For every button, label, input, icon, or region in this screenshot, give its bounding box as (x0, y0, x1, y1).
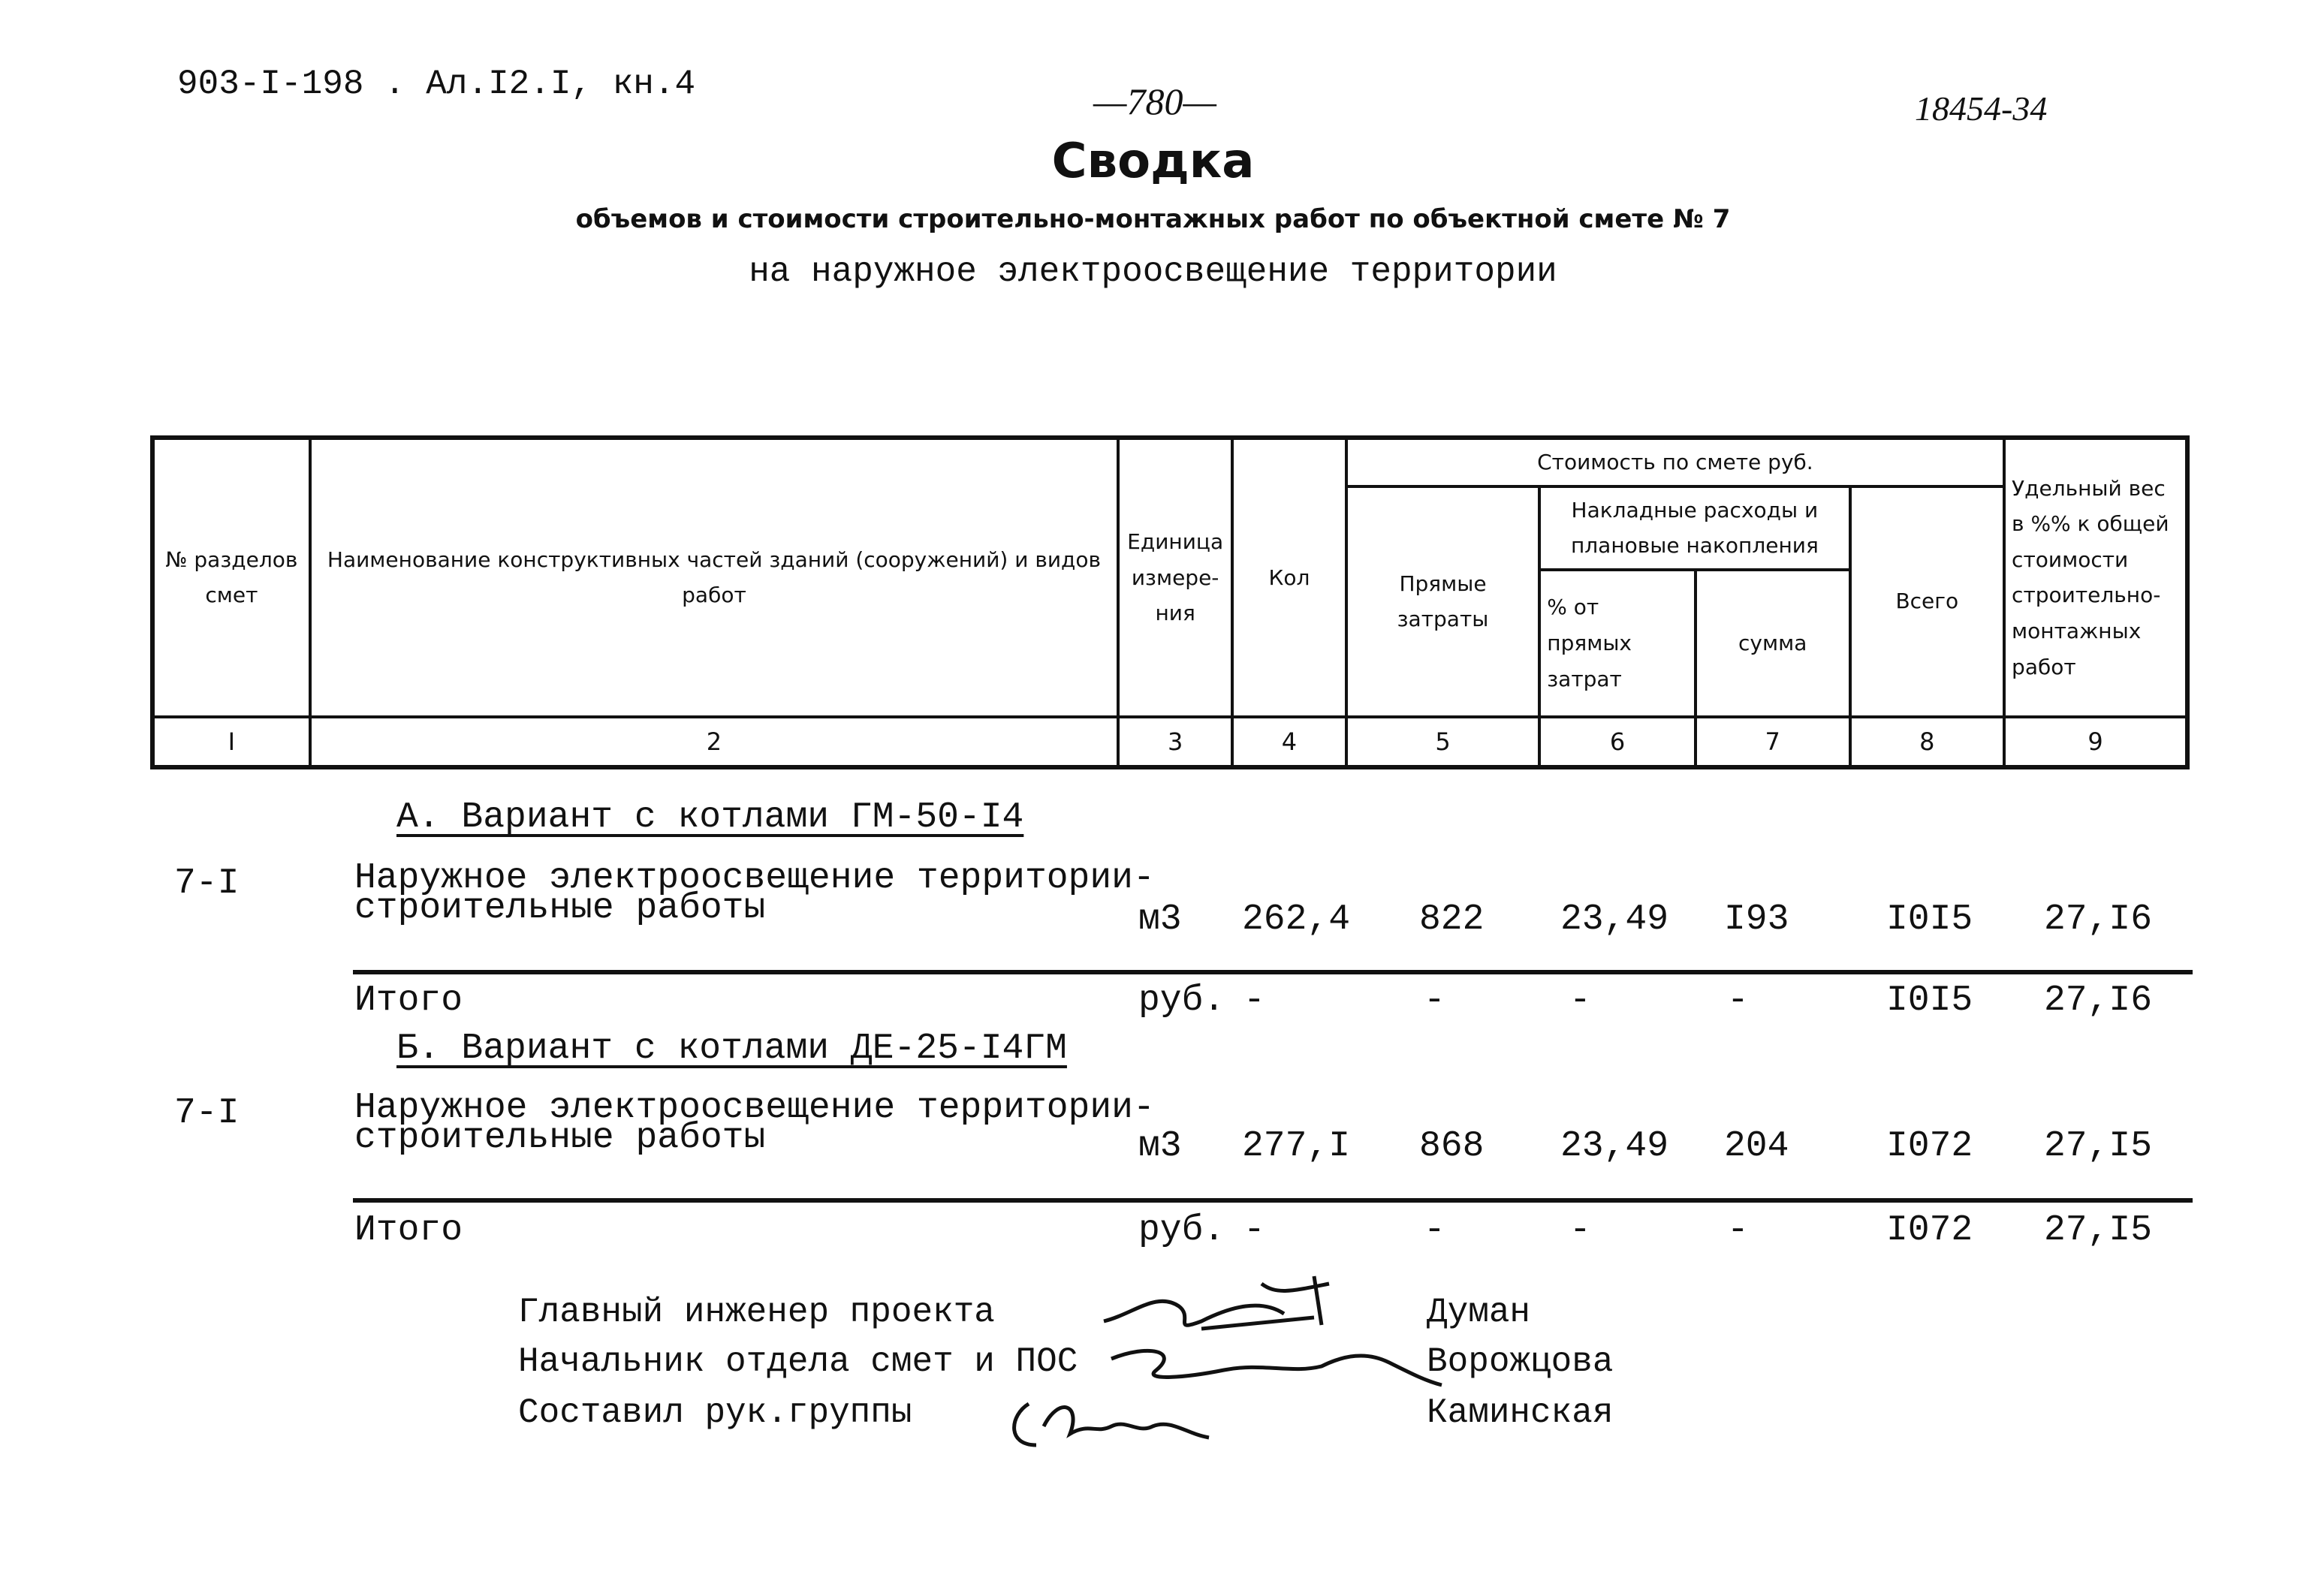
row-direct-costs: 868 (1419, 1126, 1485, 1167)
column-number: 4 (1232, 717, 1346, 767)
signature-role: Начальник отдела смет и ПОС (518, 1342, 1078, 1381)
itogo-sum: - (1727, 980, 1749, 1021)
row-code: 7-I (174, 1093, 240, 1134)
row-share: 27,I6 (2044, 899, 2153, 940)
itogo-quantity: - (1243, 980, 1265, 1021)
row-quantity: 277,I (1242, 1126, 1351, 1167)
section-a-title: А. Вариант с котлами ГМ-50-I4 (396, 797, 1024, 838)
column-number: 9 (2004, 717, 2187, 767)
signature-role: Главный инженер проекта (518, 1293, 995, 1332)
row-name-line: строительные работы (354, 1118, 766, 1158)
document-title: Сводка (1051, 134, 1255, 189)
header-overhead-sum: сумма (1696, 570, 1850, 717)
column-number: 6 (1539, 717, 1696, 767)
row-direct-costs: 822 (1419, 899, 1485, 940)
itogo-unit: руб. (1138, 1210, 1225, 1251)
header-cost-group: Стоимость по смете руб. (1346, 438, 2004, 486)
itogo-percent: - (1569, 1210, 1591, 1251)
column-number: 3 (1118, 717, 1232, 767)
row-overhead-percent: 23,49 (1560, 899, 1669, 940)
estimate-table-header (150, 435, 2190, 769)
column-number: I (152, 717, 310, 767)
header-total: Всего (1850, 486, 2005, 717)
row-name-line: Наружное электроосвещение территории- (354, 1088, 1155, 1128)
itogo-percent: - (1569, 980, 1591, 1021)
header-direct-costs: Прямые затраты (1346, 486, 1539, 717)
signature-name: Ворожцова (1427, 1342, 1614, 1381)
row-unit: м3 (1138, 899, 1182, 940)
row-name (354, 1088, 1155, 1158)
header-share-percent: Удельный вес в %% к общей стоимости строительно-монтажных работ (2004, 438, 2187, 717)
signature-name: Думан (1427, 1293, 1531, 1332)
row-quantity: 262,4 (1242, 899, 1351, 940)
section-b-title: Б. Вариант с котлами ДЕ-25-I4ГМ (396, 1028, 1067, 1069)
header-unit: Единица измере-ния (1118, 438, 1232, 717)
itogo-direct: - (1424, 1210, 1445, 1251)
document-subtitle: объемов и стоимости строительно-монтажных работ по объектной смете № 7 (575, 204, 1731, 234)
itogo-label: Итого (354, 1210, 463, 1251)
row-share: 27,I5 (2044, 1126, 2153, 1167)
itogo-label: Итого (354, 980, 463, 1021)
row-name-line: Наружное электроосвещение территории- (354, 858, 1155, 899)
signature-name: Каминская (1427, 1393, 1614, 1432)
divider-line (353, 970, 2193, 974)
column-number: 5 (1346, 717, 1539, 767)
document-code: 903-I-198 . Ал.I2.I, кн.4 (177, 65, 696, 104)
row-overhead-sum: 204 (1724, 1126, 1789, 1167)
header-quantity: Кол (1232, 438, 1346, 717)
row-total: I0I5 (1886, 899, 1973, 940)
row-name (354, 858, 1155, 929)
itogo-quantity: - (1243, 1210, 1265, 1251)
itogo-sum: - (1727, 1210, 1749, 1251)
row-total: I072 (1886, 1126, 1973, 1167)
itogo-direct: - (1424, 980, 1445, 1021)
header-overhead-percent: % от прямых затрат (1539, 570, 1696, 717)
row-unit: м3 (1138, 1126, 1182, 1167)
header-overhead-group: Накладные расходы и плановые накопления (1539, 486, 1849, 570)
header-work-name: Наименование конструктивных частей зданий (сооружений) и видов работ (310, 438, 1118, 717)
archive-number: 18454-34 (1915, 89, 2048, 128)
itogo-share: 27,I6 (2044, 980, 2153, 1021)
row-code: 7-I (174, 863, 240, 904)
itogo-share: 27,I5 (2044, 1210, 2153, 1251)
row-overhead-sum: I93 (1724, 899, 1789, 940)
column-number: 7 (1696, 717, 1850, 767)
divider-line (353, 1198, 2193, 1203)
page-number: —780— (1093, 80, 1216, 122)
signature-role: Составил рук.группы (518, 1393, 912, 1432)
row-name-line: строительные работы (354, 888, 766, 929)
handwritten-signature (999, 1381, 1224, 1464)
column-number: 8 (1850, 717, 2005, 767)
itogo-total: I072 (1886, 1210, 1973, 1251)
column-number: 2 (310, 717, 1118, 767)
itogo-unit: руб. (1138, 980, 1225, 1021)
itogo-total: I0I5 (1886, 980, 1973, 1021)
document-subtitle-object: на наружное электроосвещение территории (749, 252, 1557, 291)
row-overhead-percent: 23,49 (1560, 1126, 1669, 1167)
header-section-number: № разделов смет (152, 438, 310, 717)
